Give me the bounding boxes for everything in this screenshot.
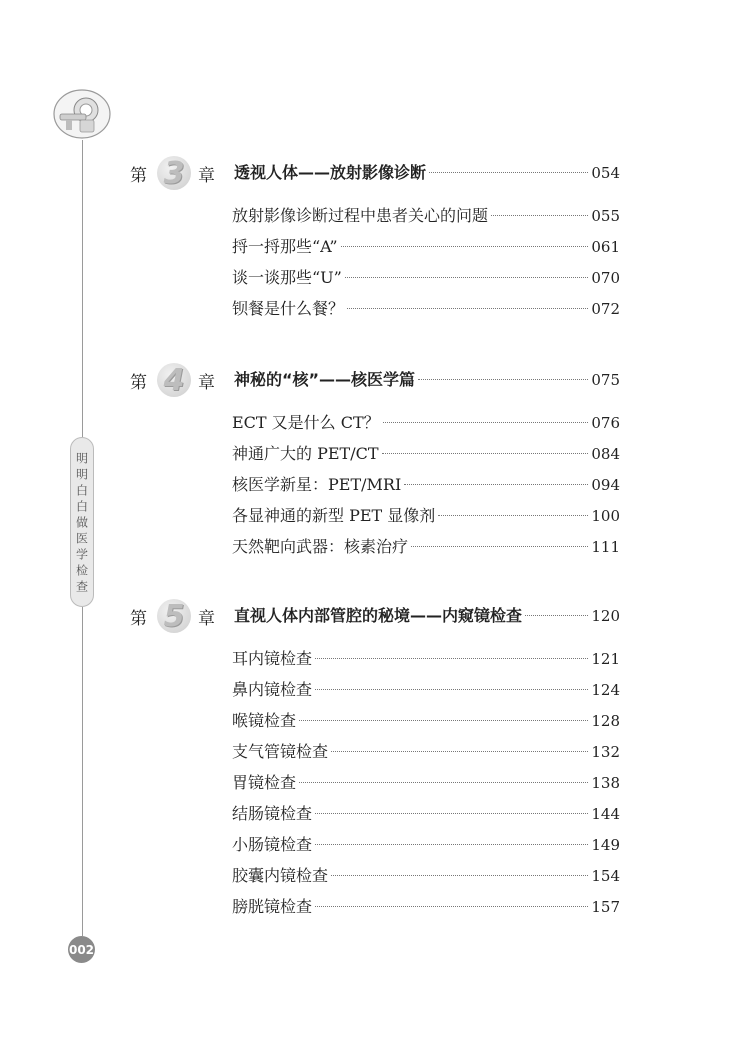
leader-dots: [491, 215, 588, 216]
chapter-4: [130, 362, 620, 562]
chapter-title: 神秘的“核”——核医学篇: [234, 370, 416, 389]
chapter-number: 4: [163, 362, 185, 398]
entry-title: 支气管镜检查: [232, 742, 329, 761]
chapter-number-badge: [154, 362, 194, 398]
leader-dots: [299, 782, 588, 783]
entry-title: 神通广大的 PET/CT: [232, 444, 379, 463]
leader-dots: [347, 308, 588, 309]
toc-entry[interactable]: [232, 200, 620, 231]
chapter-title: 直视人体内部管腔的秘境——内窥镜检查: [234, 606, 523, 625]
chapter-suffix: 章: [198, 165, 215, 186]
entry-page: 094: [591, 476, 620, 494]
toc-entry[interactable]: [232, 736, 620, 767]
entry-title: 胶囊内镜检查: [232, 866, 329, 885]
chapter-heading[interactable]: [130, 155, 620, 191]
entry-list: [232, 200, 620, 324]
entry-page: 111: [591, 538, 620, 556]
leader-dots: [438, 515, 588, 516]
entry-page: 144: [591, 805, 620, 823]
toc-entry[interactable]: [232, 262, 620, 293]
entry-page: 157: [591, 898, 620, 916]
chapter-heading[interactable]: [130, 598, 620, 634]
margin-rule-bottom: [82, 607, 83, 936]
entry-title: 耳内镜检查: [232, 649, 313, 668]
chapter-suffix: 章: [198, 372, 215, 393]
entry-page: 154: [591, 867, 620, 885]
entry-title: 谈一谈那些“U”: [232, 268, 342, 287]
entry-title: 核医学新星：PET/MRI: [232, 475, 402, 494]
leader-dots: [299, 720, 588, 721]
entry-title: 各显神通的新型 PET 显像剂: [232, 506, 436, 525]
chapter-label: 第: [130, 372, 147, 393]
leader-dots: [345, 277, 589, 278]
entry-page: 149: [591, 836, 620, 854]
leader-dots: [418, 379, 588, 380]
chapter-page: 075: [591, 371, 620, 389]
entry-title: 天然靶向武器：核素治疗: [232, 537, 409, 556]
side-title-tab: [70, 437, 94, 607]
entry-title: 捋一捋那些“A”: [232, 237, 338, 256]
leader-dots: [429, 172, 588, 173]
chapter-page: 054: [591, 164, 620, 182]
ct-scanner-icon: [52, 88, 112, 140]
toc-entry[interactable]: [232, 767, 620, 798]
entry-page: 084: [591, 445, 620, 463]
entry-list: [232, 407, 620, 562]
margin-rule-top: [82, 140, 83, 437]
leader-dots: [315, 813, 588, 814]
entry-page: 072: [591, 300, 620, 318]
entry-title: 膀胱镜检查: [232, 897, 313, 916]
chapter-suffix: 章: [198, 608, 215, 629]
toc-entry[interactable]: [232, 231, 620, 262]
toc-entry[interactable]: [232, 500, 620, 531]
leader-dots: [383, 422, 589, 423]
toc-entry[interactable]: [232, 891, 620, 922]
toc-entry[interactable]: [232, 798, 620, 829]
toc-entry[interactable]: [232, 860, 620, 891]
toc-entry[interactable]: [232, 531, 620, 562]
chapter-number-badge: [154, 598, 194, 634]
toc-entry[interactable]: [232, 674, 620, 705]
chapter-page: 120: [591, 607, 620, 625]
entry-title: 放射影像诊断过程中患者关心的问题: [232, 206, 489, 225]
leader-dots: [404, 484, 588, 485]
entry-title: ECT 又是什么 CT？: [232, 413, 380, 432]
chapter-label: 第: [130, 165, 147, 186]
toc-entry[interactable]: [232, 643, 620, 674]
chapter-5: [130, 598, 620, 922]
entry-page: 124: [591, 681, 620, 699]
leader-dots: [315, 658, 588, 659]
chapter-number: 5: [163, 598, 185, 634]
toc-entry[interactable]: [232, 438, 620, 469]
page-number-badge: 002: [68, 936, 95, 963]
entry-page: 128: [591, 712, 620, 730]
leader-dots: [331, 751, 588, 752]
entry-page: 076: [591, 414, 620, 432]
toc-entry[interactable]: [232, 829, 620, 860]
chapter-heading[interactable]: [130, 362, 620, 398]
chapter-number-badge: [154, 155, 194, 191]
entry-title: 结肠镜检查: [232, 804, 313, 823]
leader-dots: [382, 453, 589, 454]
leader-dots: [525, 615, 588, 616]
toc-entry[interactable]: [232, 469, 620, 500]
leader-dots: [315, 689, 588, 690]
entry-page: 100: [591, 507, 620, 525]
leader-dots: [331, 875, 588, 876]
leader-dots: [315, 844, 588, 845]
leader-dots: [411, 546, 588, 547]
toc-entry[interactable]: [232, 293, 620, 324]
entry-page: 132: [591, 743, 620, 761]
entry-title: 胃镜检查: [232, 773, 297, 792]
chapter-3: [130, 155, 620, 324]
chapter-label: 第: [130, 608, 147, 629]
entry-title: 钡餐是什么餐？: [232, 299, 345, 318]
entry-title: 小肠镜检查: [232, 835, 313, 854]
entry-page: 070: [591, 269, 620, 287]
entry-page: 055: [591, 207, 620, 225]
entry-list: [232, 643, 620, 922]
entry-title: 鼻内镜检查: [232, 680, 313, 699]
entry-page: 121: [591, 650, 620, 668]
toc-entry[interactable]: [232, 407, 620, 438]
entry-title: 喉镜检查: [232, 711, 297, 730]
book-title-vertical: 明明白白做医学检查: [74, 452, 89, 596]
chapter-title: 透视人体——放射影像诊断: [234, 163, 427, 182]
entry-page: 061: [591, 238, 620, 256]
chapter-number: 3: [163, 155, 185, 191]
leader-dots: [341, 246, 589, 247]
toc-entry[interactable]: [232, 705, 620, 736]
leader-dots: [315, 906, 588, 907]
entry-page: 138: [591, 774, 620, 792]
